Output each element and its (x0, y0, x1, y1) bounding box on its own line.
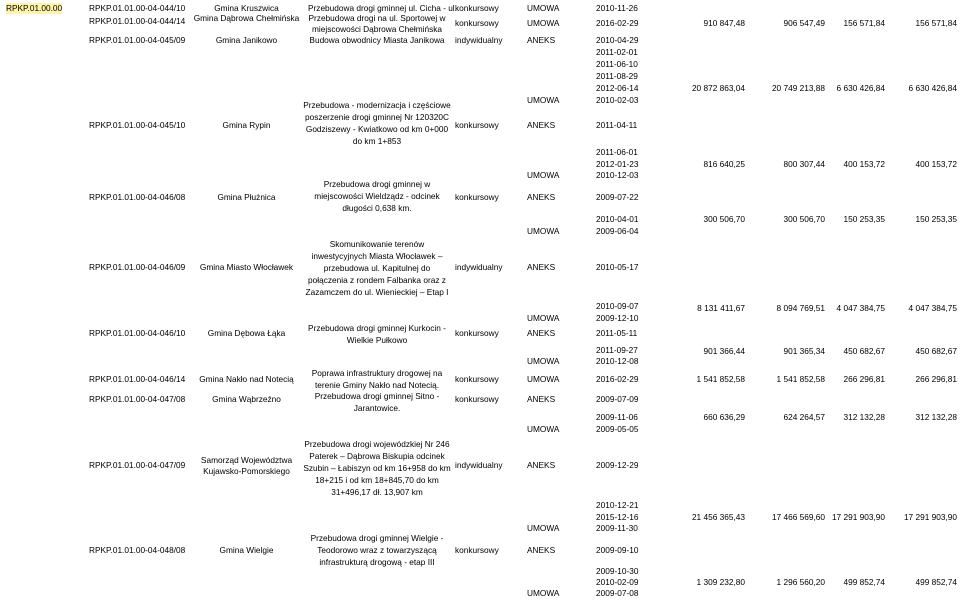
project-title: Przebudowa drogi wojewódzkiej Nr 246 Paterek – Dąbrowa Biskupia odcinek Szubin – Łabiszyn od km 16+958 do km 18+215 i od km 18+845,70 do km 31+496,17 dł. 13,907 km (303, 439, 451, 497)
annex-date: 2011-06-10 (596, 59, 638, 69)
document-type: UMOWA (527, 523, 560, 533)
project-code: RPKP.01.01.00-04-046/10 (89, 328, 186, 338)
project-code: RPKP.01.01.00-04-046/14 (89, 374, 186, 384)
document-date: 2010-05-17 (596, 262, 639, 272)
document-type: ANEKS (527, 328, 556, 338)
total-value: 300 506,70 (703, 214, 745, 224)
project-code: RPKP.01.01.00-04-046/09 (89, 262, 186, 272)
project-title: Przebudowa drogi gminnej Sitno - Jarantowice. (314, 391, 440, 413)
eligible-value: 300 506,70 (783, 214, 825, 224)
total-value: 8 131 411,67 (697, 303, 745, 313)
beneficiary: Gmina Rypin (222, 120, 271, 130)
cofinancing-value: 6 630 426,84 (836, 83, 885, 93)
beneficiary: Gmina Miasto Włocławek (199, 262, 294, 272)
total-value: 910 847,48 (703, 18, 745, 28)
annex-date: 2011-06-01 (596, 147, 638, 157)
document-date: 2011-04-11 (596, 120, 638, 130)
total-value: 816 640,25 (703, 159, 745, 169)
project-title: Przebudowa drogi gminnej Wielgie - Teodorowo wraz z towarzyszącą infrastrukturą drogową - etap III (310, 533, 444, 567)
annex-date: 2012-01-23 (596, 159, 639, 169)
eligible-value: 906 547,49 (783, 18, 825, 28)
document-date: 2010-02-03 (596, 95, 639, 105)
selection-mode: konkursowy (455, 374, 499, 384)
annex-date: 2010-04-01 (596, 214, 639, 224)
project-code: RPKP.01.01.00-04-047/09 (89, 460, 186, 470)
document-date: 2010-04-29 (596, 35, 639, 45)
document-type: UMOWA (527, 95, 560, 105)
efrr-value: 499 852,74 (915, 577, 957, 587)
selection-mode: indywidualny (455, 262, 503, 272)
beneficiary: Gmina Kruszwica (214, 3, 279, 13)
project-code: RPKP.01.01.00-04-044/14 (89, 16, 186, 26)
document-type: UMOWA (527, 226, 560, 236)
eligible-value: 800 307,44 (783, 159, 825, 169)
selection-mode: indywidualny (455, 460, 503, 470)
eligible-value: 8 094 769,51 (776, 303, 825, 313)
project-code: RPKP.01.01.00-04-047/08 (89, 394, 186, 404)
selection-mode: indywidualny (455, 35, 503, 45)
document-date: 2009-12-29 (596, 460, 639, 470)
efrr-value: 400 153,72 (915, 159, 957, 169)
beneficiary: Gmina Nakło nad Notecią (199, 374, 294, 384)
selection-mode: konkursowy (455, 328, 499, 338)
cofinancing-value: 312 132,28 (843, 412, 885, 422)
document-date: 2016-02-29 (596, 374, 639, 384)
project-code: RPKP.01.01.00-04-044/10 (89, 3, 186, 13)
document-type: UMOWA (527, 424, 560, 434)
beneficiary: Gmina Wielgie (219, 545, 274, 555)
beneficiary: Gmina Dębowa Łąka (207, 328, 286, 338)
annex-date: 2010-12-21 (596, 500, 639, 510)
document-date: 2010-12-08 (596, 356, 639, 366)
project-title: Poprawa infrastruktury drogowej na terenie Gminy Nakło nad Notecią. (311, 368, 443, 390)
document-date: 2009-07-22 (596, 192, 639, 202)
document-type: UMOWA (527, 588, 560, 598)
project-title: Przebudowa drogi na ul. Sportowej w miejscowości Dąbrowa Chełmińska (308, 13, 446, 34)
total-value: 901 366,44 (703, 346, 745, 356)
document-date: 2016-02-29 (596, 18, 639, 28)
selection-mode: konkursowy (455, 545, 499, 555)
total-value: 1 309 232,80 (696, 577, 745, 587)
selection-mode: konkursowy (455, 3, 499, 13)
total-value: 20 872 863,04 (691, 83, 745, 93)
document-date: 2009-07-09 (596, 394, 639, 404)
document-date: 2010-12-03 (596, 170, 639, 180)
project-code: RPKP.01.01.00-04-046/08 (89, 192, 186, 202)
project-code: RPKP.01.01.00-04-045/09 (89, 35, 186, 45)
beneficiary: Samorząd Województwa Kujawsko-Pomorskiego (200, 455, 293, 476)
document-type: ANEKS (527, 460, 556, 470)
annex-date: 2010-09-07 (596, 301, 639, 311)
document-type: UMOWA (527, 356, 560, 366)
cofinancing-value: 156 571,84 (843, 18, 885, 28)
eligible-value: 20 749 213,88 (771, 83, 825, 93)
annex-date: 2011-02-01 (596, 47, 638, 57)
document-date: 2009-12-10 (596, 313, 639, 323)
eligible-value: 17 466 569,60 (771, 512, 825, 522)
project-title: Przebudowa drogi gminnej w miejscowości Wieldządz - odcinek długości 0,638 km. (314, 179, 440, 213)
beneficiary: Gmina Janikowo (215, 35, 278, 45)
efrr-value: 150 253,35 (915, 214, 957, 224)
document-type: UMOWA (527, 3, 560, 13)
eligible-value: 624 264,57 (783, 412, 825, 422)
project-title: Przebudowa drogi gminnej Kurkocin - Wielkie Pułkowo (308, 323, 446, 345)
selection-mode: konkursowy (455, 120, 499, 130)
document-type: ANEKS (527, 120, 556, 130)
efrr-value: 312 132,28 (915, 412, 957, 422)
efrr-value: 156 571,84 (915, 18, 957, 28)
cofinancing-value: 400 153,72 (843, 159, 885, 169)
document-type: UMOWA (527, 313, 560, 323)
beneficiary: Gmina Dąbrowa Chełmińska (193, 13, 300, 23)
section-code: RPKP.01.00.00 (6, 3, 63, 13)
eligible-value: 1 541 852,58 (776, 374, 825, 384)
efrr-value: 266 296,81 (915, 374, 957, 384)
annex-date: 2011-08-29 (596, 71, 638, 81)
document-type: ANEKS (527, 35, 556, 45)
document-type: UMOWA (527, 18, 560, 28)
document-date: 2009-07-08 (596, 588, 639, 598)
project-code: RPKP.01.01.00-04-045/10 (89, 120, 186, 130)
document-type: UMOWA (527, 374, 560, 384)
selection-mode: konkursowy (455, 394, 499, 404)
document-type: ANEKS (527, 394, 556, 404)
document-type: ANEKS (527, 262, 556, 272)
document-date: 2009-05-05 (596, 424, 639, 434)
cofinancing-value: 150 253,35 (843, 214, 885, 224)
eligible-value: 901 365,34 (783, 346, 825, 356)
efrr-value: 450 682,67 (915, 346, 957, 356)
annex-date: 2015-12-16 (596, 512, 639, 522)
total-value: 21 456 365,43 (691, 512, 745, 522)
project-title: Budowa obwodnicy Miasta Janikowa (309, 35, 445, 45)
cofinancing-value: 17 291 903,90 (831, 512, 885, 522)
document-type: ANEKS (527, 545, 556, 555)
total-value: 1 541 852,58 (696, 374, 745, 384)
document-type: UMOWA (527, 170, 560, 180)
annex-date: 2009-10-30 (596, 566, 639, 576)
efrr-value: 6 630 426,84 (908, 83, 957, 93)
cofinancing-value: 450 682,67 (843, 346, 885, 356)
document-date: 2011-05-11 (596, 328, 638, 338)
selection-mode: konkursowy (455, 192, 499, 202)
beneficiary: Gmina Płużnica (217, 192, 276, 202)
total-value: 660 636,29 (703, 412, 745, 422)
annex-date: 2009-11-06 (596, 412, 638, 422)
document-date: 2009-11-30 (596, 523, 638, 533)
cofinancing-value: 499 852,74 (843, 577, 885, 587)
efrr-value: 17 291 903,90 (903, 512, 957, 522)
annex-date: 2010-02-09 (596, 577, 639, 587)
document-date: 2009-06-04 (596, 226, 639, 236)
cofinancing-value: 266 296,81 (843, 374, 885, 384)
document-date: 2010-11-26 (596, 3, 638, 13)
project-title: Przebudowa drogi gminnej ul. Cicha - ul. (308, 3, 457, 13)
project-title: Skomunikowanie terenów inwestycyjnych Miasta Włocławek – przebudowa ul. Kapitulnej do połączenia z rondem Falbanka oraz z Zazamczem do ul. Wienieckiej – Etap I (305, 239, 449, 297)
project-title: Przebudowa - modernizacja i częściowe poszerzenie drogi gminnej Nr 120320C Godziszewy - Kwiatkowo od km 0+000 do km 1+853 (303, 100, 451, 146)
efrr-value: 4 047 384,75 (908, 303, 957, 313)
eligible-value: 1 296 560,20 (776, 577, 825, 587)
document-date: 2009-09-10 (596, 545, 639, 555)
cofinancing-value: 4 047 384,75 (836, 303, 885, 313)
document-type: ANEKS (527, 192, 556, 202)
annex-date: 2011-09-27 (596, 345, 638, 355)
beneficiary: Gmina Wąbrzeźno (212, 394, 281, 404)
annex-date: 2012-06-14 (596, 83, 639, 93)
project-code: RPKP.01.01.00-04-048/08 (89, 545, 186, 555)
selection-mode: konkursowy (455, 18, 499, 28)
